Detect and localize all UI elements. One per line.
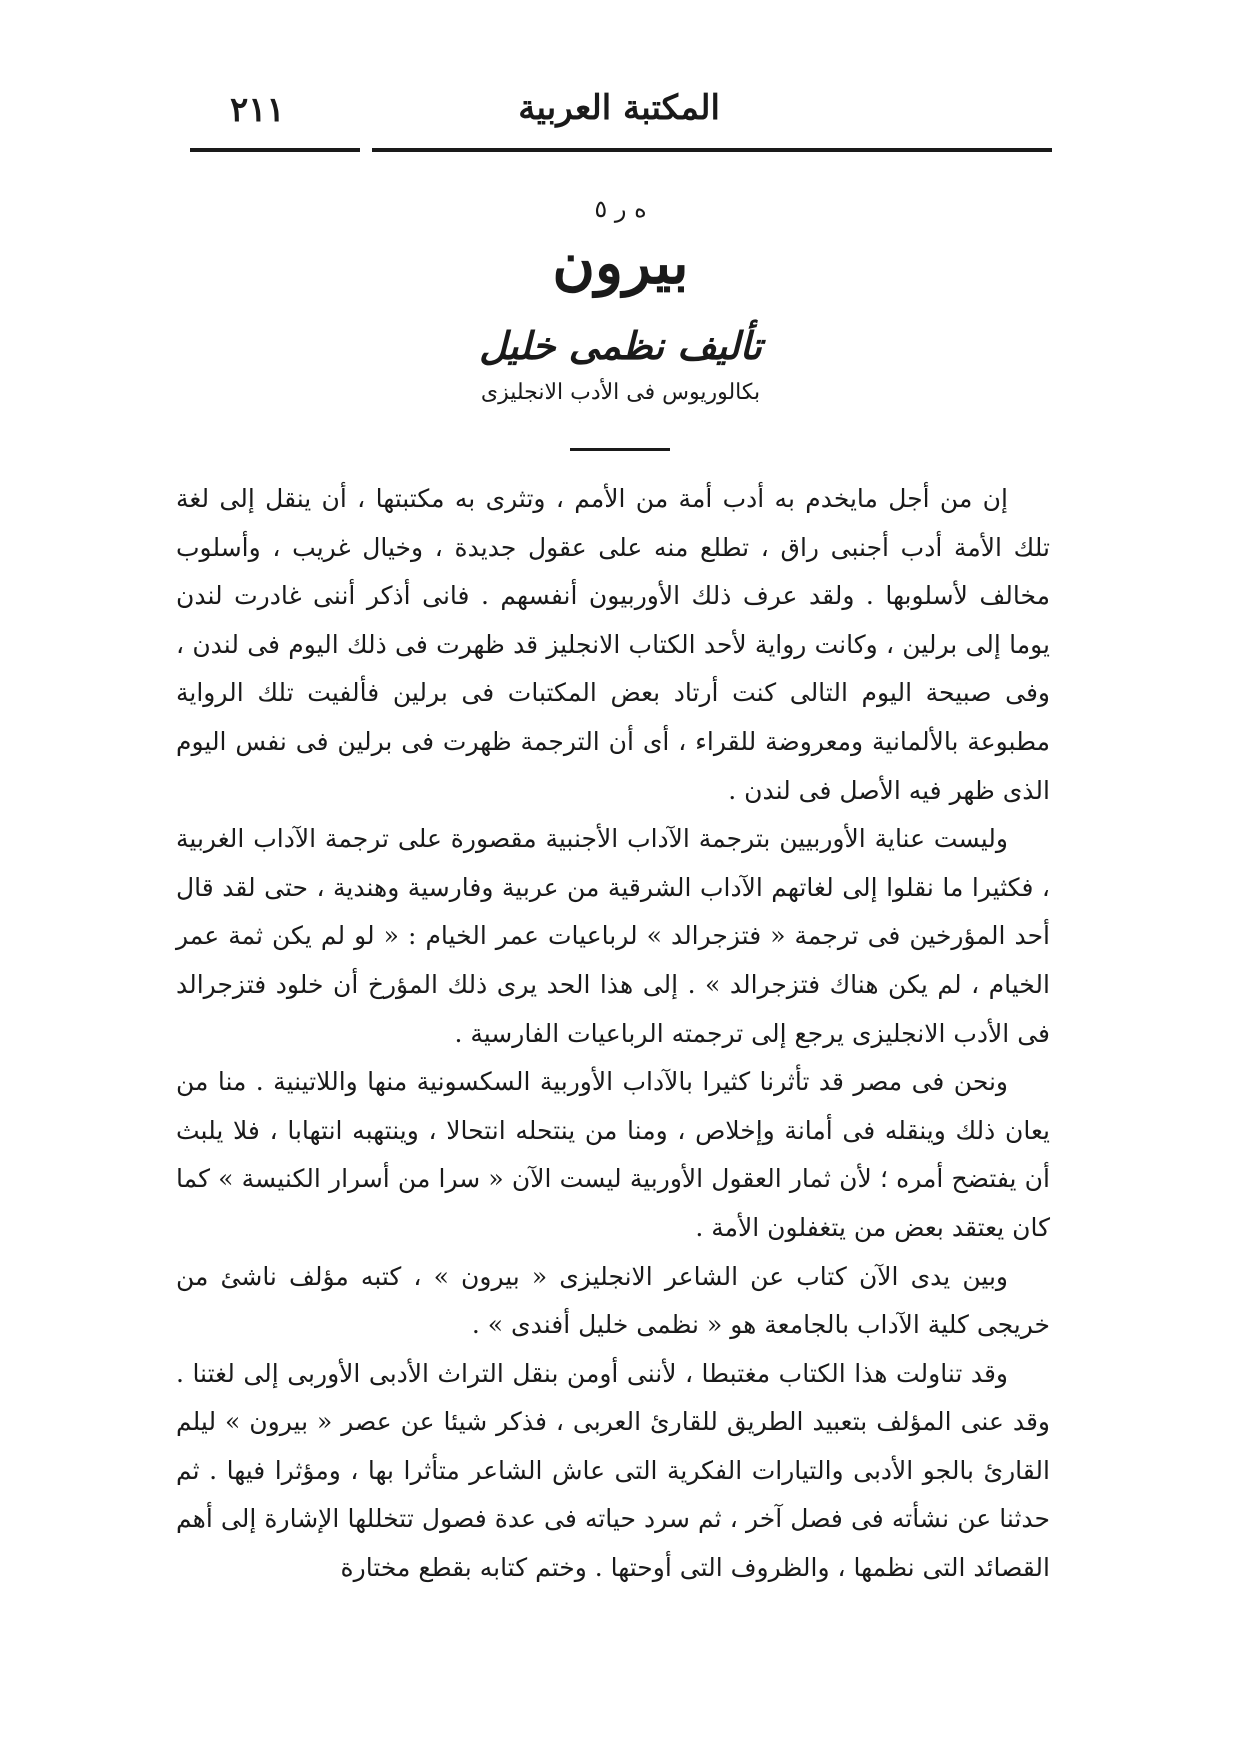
page-number: ٢١١ [230,90,285,130]
paragraph: وقد تناولت هذا الكتاب مغتبطا ، لأننى أومن بنقل التراث الأدبى الأوربى إلى لغتنا . وقد عنى المؤلف بتعبيد الطريق للقارئ العربى ، فذكر شيئا عن عصر « بيرون » ليلم القارئ بالجو الأدبى والتيارات الفكرية التى عاش الشاعر متأثرا بها ، ومؤثرا فيها . ثم حدثنا عن نشأته فى فصل آخر ، ثم سرد حياته فى عدة فصول تتخللها الإشارة إلى أهم القصائد التى نظمها ، والظروف التى أوحتها . وختم كتابه بقطع مختارة [176,1358,1050,1583]
journal-title: المكتبة العربية [518,88,720,128]
article-title: بيرون [552,229,689,297]
author-degree: بكالوريوس فى الأدب الانجليزى [480,380,761,405]
article-title-block [0,195,1241,405]
title-diacritics: ه ر ٥ [594,195,647,223]
paragraph: وليست عناية الأوربيين بترجمة الآداب الأجنبية مقصورة على ترجمة الآداب الغربية ، فكثيرا ما نقلوا إلى لغاتهم الآداب الشرقية من عربية وفارسية وهندية ، حتى لقد قال أحد المؤرخين فى ترجمة « فتزجرالد » لرباعيات عمر الخيام : « لو لم يكن ثمة عمر الخيام ، لم يكن هناك فتزجرالد » . إلى هذا الحد يرى ذلك المؤرخ أن خلود فتزجرالد فى الأدب الانجليزى يرجع إلى ترجمته الرباعيات الفارسية . [176,824,1050,1048]
author-line: تأليف نظمى خليل [479,323,762,368]
header-rule-left [190,148,360,152]
running-header [190,88,1050,138]
paragraph: وبين يدى الآن كتاب عن الشاعر الانجليزى « بيرون » ، كتبه مؤلف ناشئ من خريجى كلية الآداب بالجامعة هو « نظمى خليل أفندى » . [176,1261,1050,1340]
paragraph: إن من أجل مايخدم به أدب أمة من الأمم ، وتثرى به مكتبتها ، أن ينقل إلى لغة تلك الأمة أدب أجنبى راق ، تطلع منه على عقول جديدة ، وخيال غريب ، وأسلوب مخالف لأسلوبها . ولقد عرف ذلك الأوربيون أنفسهم . فانى أذكر أننى غادرت لندن يوما إلى برلين ، وكانت رواية لأحد الكتاب الانجليز قد ظهرت فى ذلك اليوم فى لندن ، وفى صبيحة اليوم التالى كنت أرتاد بعض المكتبات فى برلين فألفيت تلك الرواية مطبوعة بالألمانية ومعروضة للقراء ، أى أن الترجمة ظهرت فى برلين فى نفس اليوم الذى ظهر فيه الأصل فى لندن . [176,484,1050,805]
paragraph: ونحن فى مصر قد تأثرنا كثيرا بالآداب الأوربية السكسونية منها واللاتينية . منا من يعان ذلك وينقله فى أمانة وإخلاص ، ومنا من ينتحله انتحالا ، وينتهبه انتهابا ، فلا يلبث أن يفتضح أمره ؛ لأن ثمار العقول الأوربية ليست الآن « سرا من أسرار الكنيسة » كما كان يعتقد بعض من يتغفلون الأمة . [176,1067,1050,1242]
article-body [176,475,1050,1593]
header-rule-right [372,148,1052,152]
section-divider [570,448,670,451]
